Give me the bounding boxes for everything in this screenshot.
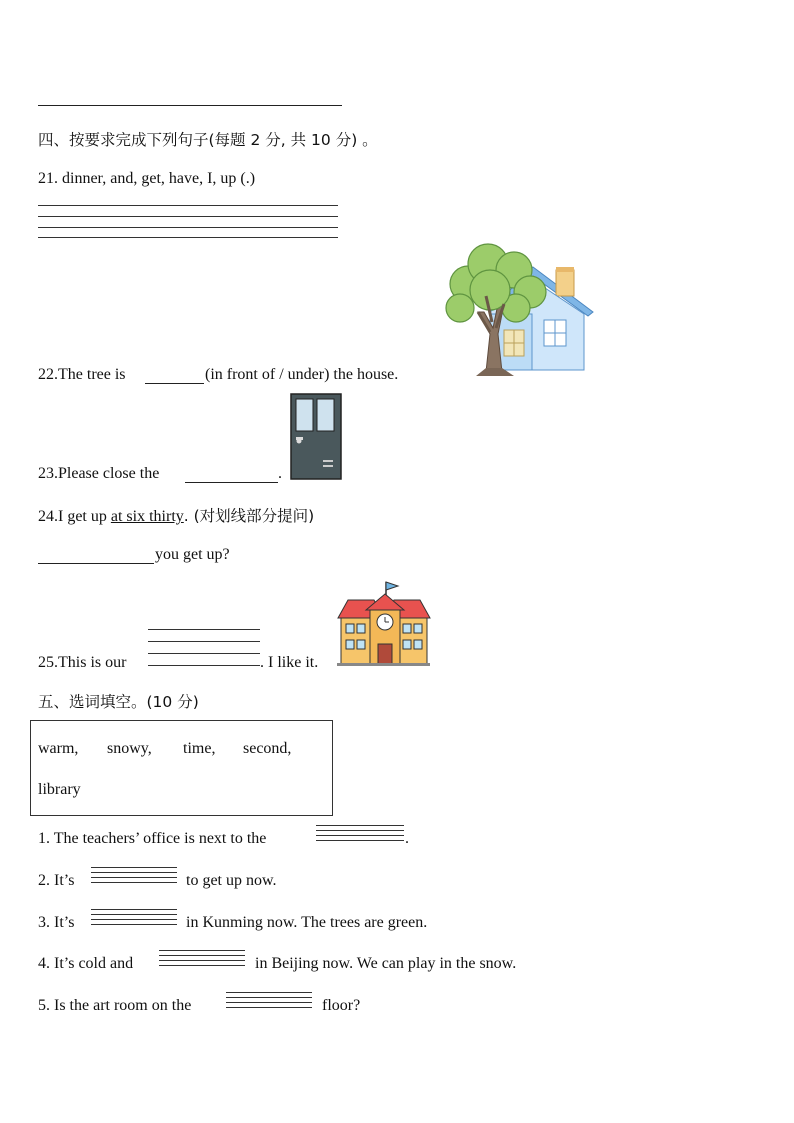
q23-before: 23.Please close the	[38, 465, 160, 482]
q24-answer-blank[interactable]	[38, 563, 154, 564]
s5-q1-after: .	[405, 830, 409, 847]
q23-after: .	[278, 465, 282, 482]
q21-text: 21. dinner, and, get, have, I, up (.)	[38, 170, 256, 187]
s5-q2-before: 2. It’s	[38, 872, 75, 889]
s5-q5-before: 5. Is the art room on the	[38, 997, 192, 1014]
q24-underlined: at six thirty	[110, 508, 184, 525]
word-bank-item: library	[38, 781, 81, 798]
word-bank-item: warm,	[38, 740, 79, 757]
q21-answer-lines[interactable]	[38, 205, 338, 239]
q24-lead: 24.I get up	[38, 508, 107, 525]
s5-q5-after: floor?	[322, 997, 361, 1014]
s5-q4-before: 4. It’s cold and	[38, 955, 134, 972]
school-illustration	[336, 578, 431, 668]
s5-q5-blank[interactable]	[226, 992, 312, 1010]
q22-after: (in front of / under) the house.	[205, 366, 399, 383]
q25-answer-lines[interactable]	[148, 629, 260, 667]
q25-after: . I like it.	[260, 654, 319, 671]
q24-answer-tail: you get up?	[155, 546, 230, 563]
q22-before: 22.The tree is	[38, 366, 126, 383]
s5-q3-after: in Kunming now. The trees are green.	[186, 914, 428, 931]
s5-q3-blank[interactable]	[91, 909, 177, 927]
q25-before: 25.This is our	[38, 654, 127, 671]
section5-heading: 五、选词填空。(10 分)	[38, 693, 199, 711]
q22-blank[interactable]	[145, 383, 204, 384]
s5-q2-blank[interactable]	[91, 867, 177, 885]
tree-house-illustration	[438, 242, 598, 382]
q24-text	[38, 504, 314, 526]
s5-q2-after: to get up now.	[186, 872, 277, 889]
s5-q1-blank[interactable]	[316, 825, 404, 843]
s5-q4-blank[interactable]	[159, 950, 245, 968]
s5-q3-before: 3. It’s	[38, 914, 75, 931]
word-bank-item: second,	[243, 740, 292, 757]
s5-q1-before: 1. The teachers’ office is next to the	[38, 830, 267, 847]
s5-q4-after: in Beijing now. We can play in the snow.	[255, 955, 517, 972]
word-bank-item: time,	[183, 740, 216, 757]
top-rule	[38, 105, 342, 106]
word-bank-item: snowy,	[107, 740, 152, 757]
door-illustration	[290, 393, 342, 480]
word-bank-box	[30, 720, 333, 816]
q24-instruction: . (对划线部分提问)	[183, 507, 315, 525]
section4-heading: 四、按要求完成下列句子(每题 2 分, 共 10 分) 。	[38, 131, 378, 149]
q23-blank[interactable]	[185, 482, 278, 483]
